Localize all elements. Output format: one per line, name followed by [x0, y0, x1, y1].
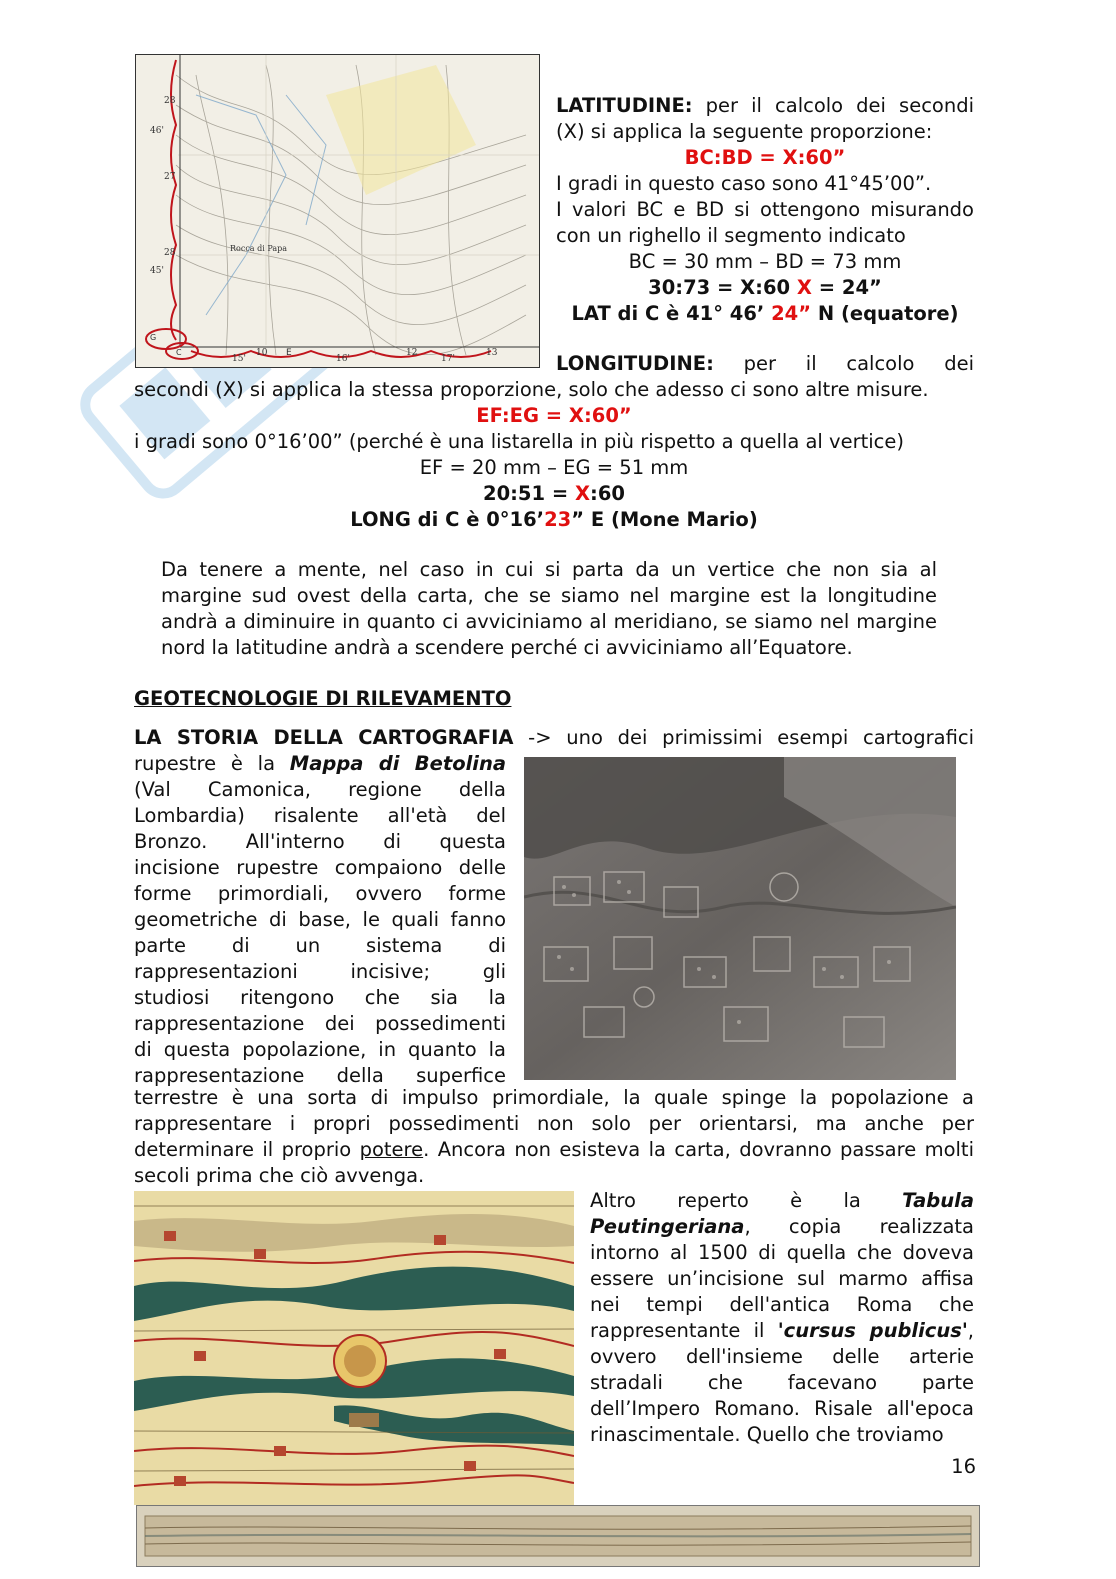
latitude-result-red: 24”	[771, 302, 812, 325]
cursus-publicus: 'cursus publicus'	[777, 1319, 968, 1342]
tabula-mid: , copia realizzata intorno al 1500 di quella che doveva essere un’incisione sul marmo affisa nei tempi dell'antica Roma che rappresentante il	[590, 1215, 974, 1342]
latitude-calc	[556, 275, 974, 301]
map-label-lon-15: 15'	[232, 354, 246, 364]
page-number: 16	[951, 1455, 976, 1478]
tabula-pre: Altro reperto è la	[590, 1189, 903, 1212]
longitude-result-b: ” E (Mone Mario)	[571, 508, 758, 531]
latitude-block	[556, 93, 974, 327]
history-wide-paragraph	[134, 1085, 974, 1189]
longitude-intro-rest: secondi (X) si applica la stessa proporzione, solo che adesso ci sono altre misure.	[134, 378, 929, 401]
map-label-27: 27	[164, 172, 176, 182]
longitude-calc-a: 20:51 =	[483, 482, 575, 505]
history-line1-rest: -> uno dei primissimi esempi cartografici	[513, 726, 975, 749]
history-line: forme primordiali, ovvero forme	[134, 882, 506, 905]
rock-engraving-photo	[524, 757, 956, 1080]
map-label-lat-46: 46'	[150, 126, 164, 136]
topographic-map-image	[135, 54, 540, 368]
history-line: di questa popolazione, in quanto la	[134, 1038, 506, 1061]
history-line: rappresentazione della superfice	[134, 1064, 506, 1087]
longitude-intro-first: per il calcolo dei	[743, 352, 974, 375]
map-label-lon-16: 16'	[336, 354, 350, 364]
latitude-measure-text: I valori BC e BD si ottengono misurando con un righello il segmento indicato	[556, 198, 974, 247]
history-wide-b: . Ancora non esisteva la carta, dovranno passare molti secoli prima che ciò avvenga.	[134, 1138, 974, 1187]
map-label-12: 12	[406, 348, 418, 358]
map-label-c: C	[176, 348, 182, 357]
longitude-calc-b: :60	[590, 482, 625, 505]
history-heading: LA STORIA DELLA CARTOGRAFIA	[134, 726, 514, 749]
latitude-values: BC = 30 mm – BD = 73 mm	[628, 250, 902, 273]
longitude-degrees: i gradi sono 0°16’00” (perché è una listarella in più rispetto a quella al vertice)	[134, 430, 904, 453]
tabula-name: Tabula Peutingeriana	[590, 1189, 974, 1238]
map-scroll-strip-image	[136, 1505, 980, 1567]
mappa-betolina-name: Mappa di Betolina	[289, 752, 506, 775]
tabula-peutingeriana-image	[134, 1191, 574, 1505]
map-label-28a: 28	[164, 96, 176, 106]
longitude-calc-x: X	[575, 482, 591, 505]
section-title: GEOTECNOLOGIE DI RILEVAMENTO	[134, 687, 512, 710]
latitude-result-a: LAT di C è 41° 46’	[571, 302, 772, 325]
latitude-formula: BC:BD = X:60”	[684, 146, 846, 169]
tabula-paragraph	[590, 1188, 974, 1448]
history-line: studiosi ritengono che sia la	[134, 986, 506, 1009]
map-label-lat-45: 45'	[150, 266, 164, 276]
history-line: Bronzo. All'interno di questa	[134, 830, 506, 853]
longitude-result	[134, 507, 974, 533]
history-column	[134, 751, 506, 1089]
map-label-lon-17: 17'	[441, 354, 455, 364]
longitude-formula: EF:EG = X:60”	[476, 404, 632, 427]
latitude-intro: per il calcolo dei secondi (X) si applica la seguente proporzione:	[556, 94, 974, 143]
latitude-degrees: I gradi in questo caso sono 41°45’00”.	[556, 172, 932, 195]
latitude-calc-b: = 24”	[811, 276, 882, 299]
longitude-result-a: LONG di C è 0°16’	[350, 508, 545, 531]
longitude-block	[134, 377, 974, 533]
history-line: (Val Camonica, regione della	[134, 778, 506, 801]
latitude-result	[556, 301, 974, 327]
note-paragraph: Da tenere a mente, nel caso in cui si parta da un vertice che non sia al margine sud ovest della carta, che se siamo nel margine est la longitudine andrà a diminuire in quanto ci avviciniamo al meridiano, se siamo nel margine nord la latitudine andrà a scendere perché ci avviciniamo all’Equatore.	[161, 558, 937, 659]
history-first-line	[134, 725, 974, 751]
latitude-calc-a: 30:73 = X:60	[648, 276, 797, 299]
history-wide-a: terrestre è una sorta di impulso primordiale, la quale spinge la popolazione a rappresentare i propri possedimenti non solo per orientarsi, ma anche per determinare il proprio	[134, 1086, 974, 1161]
map-label-28b: 28	[164, 248, 176, 258]
history-line: rappresentazione dei possedimenti	[134, 1012, 506, 1035]
longitude-label: LONGITUDINE:	[556, 352, 714, 375]
map-label-13: 13	[486, 348, 498, 358]
map-label-g: G	[150, 333, 157, 342]
longitude-calc	[134, 481, 974, 507]
history-line2-pre: rupestre è la	[134, 752, 290, 775]
latitude-calc-x: X	[796, 276, 812, 299]
longitude-values: EF = 20 mm – EG = 51 mm	[419, 456, 689, 479]
history-line: rappresentazioni incisive; gli	[134, 960, 506, 983]
latitude-result-b: N (equatore)	[811, 302, 959, 325]
longitude-result-red: 23	[544, 508, 572, 531]
map-label-town: Rocca di Papa	[230, 244, 288, 253]
history-line: parte di un sistema di	[134, 934, 506, 957]
map-label-10: 10	[256, 348, 268, 358]
map-label-e: E	[286, 348, 292, 358]
history-line: geometriche di base, le quali fanno	[134, 908, 506, 931]
longitude-first-line	[556, 351, 974, 377]
history-line: incisione rupestre compaiono delle	[134, 856, 506, 879]
tabula-post: , ovvero dell'insieme delle arterie stradali che facevano parte dell’Impero Romano. Risale all'epoca rinascimentale. Quello che troviamo	[590, 1319, 974, 1446]
potere-underlined: potere	[359, 1138, 424, 1161]
history-line: Lombardia) risalente all'età del	[134, 804, 506, 827]
latitude-label: LATITUDINE:	[556, 94, 693, 117]
